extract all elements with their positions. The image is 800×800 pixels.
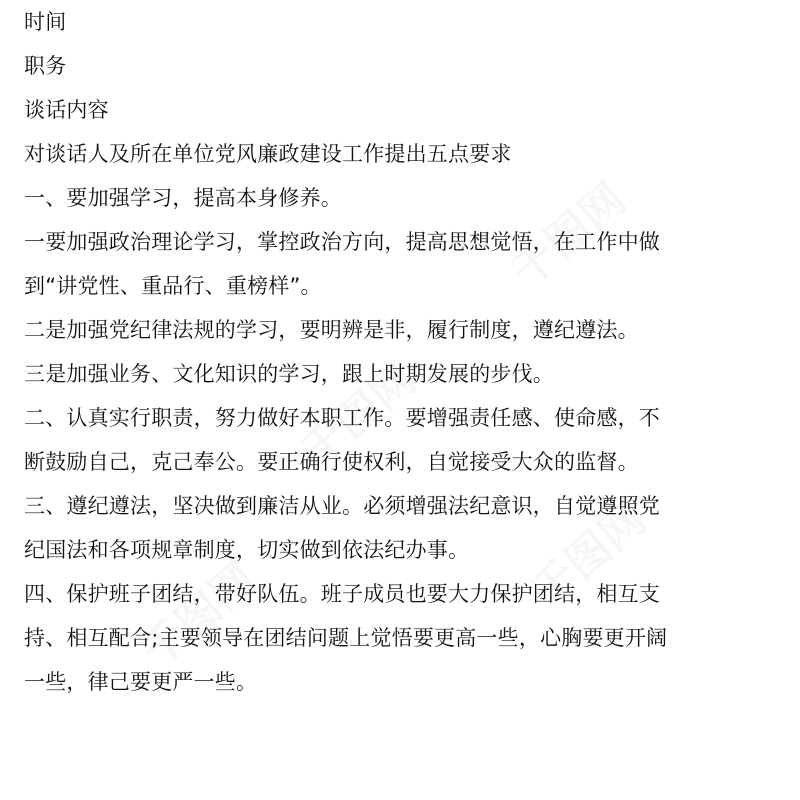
doc-line: 职务 xyxy=(24,54,67,78)
doc-line: 对谈话人及所在单位党风廉政建设工作提出五点要求 xyxy=(24,142,512,166)
doc-line: 二、认真实行职责，努力做好本职工作。要增强责任感、使命感，不 xyxy=(24,406,660,430)
doc-line: 持、相互配合;主要领导在团结问题上觉悟要更高一些，心胸要更开阔 xyxy=(24,626,668,650)
document-body xyxy=(24,0,714,704)
doc-line: 二是加强党纪律法规的学习，要明辨是非，履行制度，遵纪遵法。 xyxy=(24,318,639,342)
doc-line: 一要加强政治理论学习，掌控政治方向，提高思想觉悟，在工作中做 xyxy=(24,230,660,254)
doc-line: 三、遵纪遵法，坚决做到廉洁从业。必须增强法纪意识，自觉遵照党 xyxy=(24,494,660,518)
doc-line: 一些，律己要更严一些。 xyxy=(24,670,258,694)
doc-line: 四、保护班子团结，带好队伍。班子成员也要大力保护团结，相互支 xyxy=(24,582,660,606)
doc-line: 谈话内容 xyxy=(24,98,109,122)
doc-line: 一、要加强学习，提高本身修养。 xyxy=(24,186,342,210)
doc-line: 时间 xyxy=(24,10,67,34)
doc-line: 纪国法和各项规章制度，切实做到依法纪办事。 xyxy=(24,538,470,562)
doc-line: 断鼓励自己，克己奉公。要正确行使权利，自觉接受大众的监督。 xyxy=(24,450,639,474)
doc-line: 到“讲党性、重品行、重榜样”。 xyxy=(24,274,322,298)
doc-line: 三是加强业务、文化知识的学习，跟上时期发展的步伐。 xyxy=(24,362,554,386)
